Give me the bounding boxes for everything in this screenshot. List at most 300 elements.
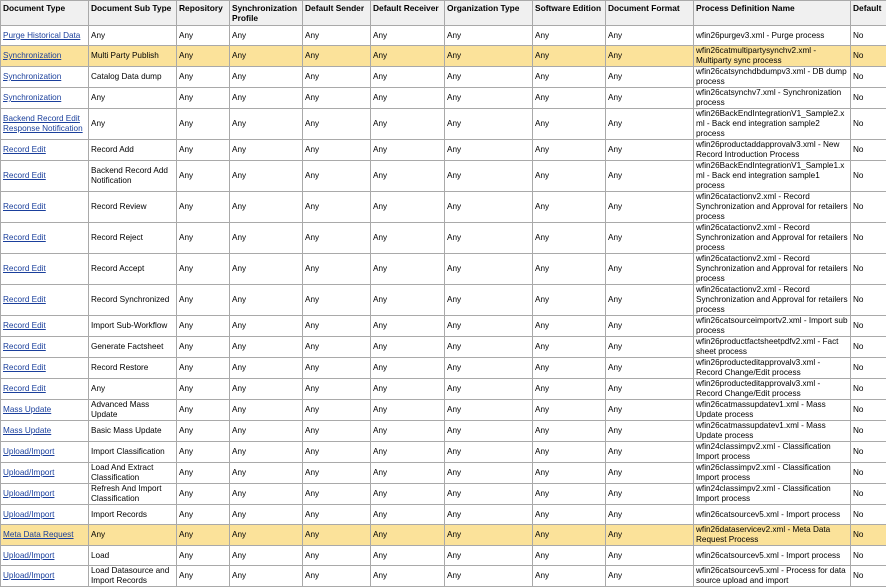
header-row xyxy=(1,1,886,26)
cell-default: No xyxy=(851,442,886,463)
cell-software-edition: Any xyxy=(533,46,606,67)
column-header-default[interactable]: Default xyxy=(851,1,886,26)
cell-synchronization-profile: Any xyxy=(230,285,303,316)
cell-default: No xyxy=(851,46,886,67)
cell-document-type xyxy=(1,421,89,442)
cell-default-sender: Any xyxy=(303,46,371,67)
cell-default-receiver: Any xyxy=(371,254,445,285)
cell-organization-type: Any xyxy=(445,546,533,566)
cell-repository: Any xyxy=(177,46,230,67)
cell-default-receiver: Any xyxy=(371,463,445,484)
cell-document-type xyxy=(1,337,89,358)
column-header-document-type[interactable]: Document Type xyxy=(1,1,89,26)
cell-default-receiver: Any xyxy=(371,525,445,546)
cell-default: No xyxy=(851,546,886,566)
cell-default-receiver: Any xyxy=(371,88,445,109)
column-header-document-sub-type[interactable]: Document Sub Type xyxy=(89,1,177,26)
cell-repository: Any xyxy=(177,67,230,88)
cell-software-edition: Any xyxy=(533,140,606,161)
cell-document-format: Any xyxy=(606,337,694,358)
cell-organization-type: Any xyxy=(445,400,533,421)
cell-default: No xyxy=(851,358,886,379)
cell-default-sender: Any xyxy=(303,484,371,505)
document-type-link[interactable]: Upload/Import xyxy=(3,489,54,498)
table-row[interactable] xyxy=(1,26,886,46)
cell-organization-type: Any xyxy=(445,46,533,67)
cell-document-type xyxy=(1,505,89,525)
cell-repository: Any xyxy=(177,192,230,223)
table-row[interactable] xyxy=(1,140,886,161)
document-type-link[interactable]: Upload/Import xyxy=(3,447,54,456)
cell-organization-type: Any xyxy=(445,525,533,546)
cell-default-receiver: Any xyxy=(371,505,445,525)
cell-default-sender: Any xyxy=(303,566,371,587)
table-row[interactable] xyxy=(1,337,886,358)
cell-document-format: Any xyxy=(606,223,694,254)
cell-document-type xyxy=(1,463,89,484)
document-type-link[interactable]: Purge Historical Data xyxy=(3,31,80,40)
cell-default-sender: Any xyxy=(303,505,371,525)
cell-default-sender: Any xyxy=(303,358,371,379)
cell-document-format: Any xyxy=(606,316,694,337)
cell-synchronization-profile: Any xyxy=(230,358,303,379)
cell-software-edition: Any xyxy=(533,285,606,316)
cell-default-receiver: Any xyxy=(371,400,445,421)
cell-default-sender: Any xyxy=(303,223,371,254)
cell-process-definition-name: wfin26catactionv2.xml - Record Synchronization and Approval for retailers process xyxy=(694,285,851,316)
cell-process-definition-name: wfin26catsourcev5.xml - Import process xyxy=(694,546,851,566)
cell-default-sender: Any xyxy=(303,192,371,223)
cell-default-sender: Any xyxy=(303,337,371,358)
cell-document-sub-type: Advanced Mass Update xyxy=(89,400,177,421)
table-row[interactable] xyxy=(1,546,886,566)
cell-default: No xyxy=(851,566,886,587)
cell-document-format: Any xyxy=(606,254,694,285)
cell-process-definition-name: wfin24classimpv2.xml - Classification Import process xyxy=(694,484,851,505)
table-row[interactable] xyxy=(1,484,886,505)
cell-document-type xyxy=(1,254,89,285)
table-row[interactable] xyxy=(1,67,886,88)
cell-software-edition: Any xyxy=(533,192,606,223)
column-header-default-receiver[interactable]: Default Receiver xyxy=(371,1,445,26)
cell-software-edition: Any xyxy=(533,316,606,337)
cell-software-edition: Any xyxy=(533,88,606,109)
cell-software-edition: Any xyxy=(533,337,606,358)
cell-default-receiver: Any xyxy=(371,67,445,88)
cell-document-sub-type: Record Reject xyxy=(89,223,177,254)
cell-default: No xyxy=(851,316,886,337)
cell-repository: Any xyxy=(177,566,230,587)
cell-default-receiver: Any xyxy=(371,421,445,442)
cell-document-format: Any xyxy=(606,46,694,67)
column-header-document-format[interactable]: Document Format xyxy=(606,1,694,26)
cell-document-sub-type: Import Classification xyxy=(89,442,177,463)
cell-synchronization-profile: Any xyxy=(230,400,303,421)
cell-default-receiver: Any xyxy=(371,316,445,337)
cell-document-format: Any xyxy=(606,463,694,484)
cell-process-definition-name: wfin26producteditapprovalv3.xml - Record Change/Edit process xyxy=(694,358,851,379)
cell-software-edition: Any xyxy=(533,400,606,421)
cell-organization-type: Any xyxy=(445,88,533,109)
cell-default-receiver: Any xyxy=(371,285,445,316)
cell-synchronization-profile: Any xyxy=(230,223,303,254)
cell-organization-type: Any xyxy=(445,192,533,223)
cell-process-definition-name: wfin26BackEndIntegrationV1_Sample2.xml - Back end integration sample2 process xyxy=(694,109,851,140)
cell-synchronization-profile: Any xyxy=(230,316,303,337)
cell-default-sender: Any xyxy=(303,67,371,88)
cell-default-sender: Any xyxy=(303,421,371,442)
cell-organization-type: Any xyxy=(445,421,533,442)
cell-process-definition-name: wfin26producteditapprovalv3.xml - Record Change/Edit process xyxy=(694,379,851,400)
cell-repository: Any xyxy=(177,379,230,400)
column-header-process-definition-name[interactable]: Process Definition Name xyxy=(694,1,851,26)
cell-document-sub-type: Record Synchronized xyxy=(89,285,177,316)
cell-default-receiver: Any xyxy=(371,358,445,379)
cell-process-definition-name: wfin26catmassupdatev1.xml - Mass Update process xyxy=(694,421,851,442)
cell-default: No xyxy=(851,26,886,46)
document-type-link[interactable]: Mass Update xyxy=(3,426,51,435)
cell-repository: Any xyxy=(177,421,230,442)
cell-document-format: Any xyxy=(606,379,694,400)
cell-process-definition-name: wfin26catsynchdbdumpv3.xml - DB dump process xyxy=(694,67,851,88)
document-type-link[interactable]: Upload/Import xyxy=(3,571,54,580)
cell-synchronization-profile: Any xyxy=(230,566,303,587)
cell-document-type xyxy=(1,358,89,379)
cell-default-receiver: Any xyxy=(371,566,445,587)
cell-default: No xyxy=(851,400,886,421)
cell-synchronization-profile: Any xyxy=(230,337,303,358)
cell-default-sender: Any xyxy=(303,140,371,161)
document-type-link[interactable]: Record Edit xyxy=(3,202,46,211)
cell-document-sub-type: Backend Record Add Notification xyxy=(89,161,177,192)
document-type-link[interactable]: Record Edit xyxy=(3,264,46,273)
cell-document-sub-type: Any xyxy=(89,379,177,400)
cell-default-receiver: Any xyxy=(371,484,445,505)
cell-software-edition: Any xyxy=(533,463,606,484)
cell-document-type xyxy=(1,379,89,400)
cell-organization-type: Any xyxy=(445,337,533,358)
cell-document-sub-type: Record Review xyxy=(89,192,177,223)
cell-document-sub-type: Load xyxy=(89,546,177,566)
cell-process-definition-name: wfin26catsourceimportv2.xml - Import sub process xyxy=(694,316,851,337)
column-header-software-edition[interactable]: Software Edition xyxy=(533,1,606,26)
document-type-link[interactable]: Upload/Import xyxy=(3,468,54,477)
cell-software-edition: Any xyxy=(533,254,606,285)
table-row[interactable] xyxy=(1,223,886,254)
cell-document-type xyxy=(1,442,89,463)
cell-document-type xyxy=(1,109,89,140)
cell-document-sub-type: Record Restore xyxy=(89,358,177,379)
cell-software-edition: Any xyxy=(533,109,606,140)
cell-repository: Any xyxy=(177,26,230,46)
cell-synchronization-profile: Any xyxy=(230,46,303,67)
cell-document-format: Any xyxy=(606,566,694,587)
cell-repository: Any xyxy=(177,254,230,285)
cell-synchronization-profile: Any xyxy=(230,88,303,109)
cell-default: No xyxy=(851,109,886,140)
cell-software-edition: Any xyxy=(533,223,606,254)
cell-synchronization-profile: Any xyxy=(230,546,303,566)
cell-synchronization-profile: Any xyxy=(230,379,303,400)
cell-default-sender: Any xyxy=(303,546,371,566)
cell-organization-type: Any xyxy=(445,161,533,192)
document-type-link[interactable]: Record Edit xyxy=(3,384,46,393)
cell-document-sub-type: Basic Mass Update xyxy=(89,421,177,442)
cell-process-definition-name: wfin26catactionv2.xml - Record Synchronization and Approval for retailers process xyxy=(694,192,851,223)
cell-software-edition: Any xyxy=(533,505,606,525)
cell-repository: Any xyxy=(177,400,230,421)
cell-process-definition-name: wfin26classimpv2.xml - Classification Import process xyxy=(694,463,851,484)
cell-default-receiver: Any xyxy=(371,379,445,400)
cell-default-sender: Any xyxy=(303,285,371,316)
cell-default-sender: Any xyxy=(303,525,371,546)
table-row[interactable] xyxy=(1,421,886,442)
cell-software-edition: Any xyxy=(533,379,606,400)
table-row[interactable] xyxy=(1,566,886,587)
cell-document-type xyxy=(1,88,89,109)
document-type-link[interactable]: Upload/Import xyxy=(3,510,54,519)
cell-default: No xyxy=(851,88,886,109)
cell-document-sub-type: Load Datasource and Import Records xyxy=(89,566,177,587)
cell-process-definition-name: wfin26productfactsheetpdfv2.xml - Fact sheet process xyxy=(694,337,851,358)
cell-document-format: Any xyxy=(606,67,694,88)
cell-repository: Any xyxy=(177,88,230,109)
cell-default: No xyxy=(851,285,886,316)
cell-document-sub-type: Load And Extract Classification xyxy=(89,463,177,484)
cell-software-edition: Any xyxy=(533,546,606,566)
table-row[interactable] xyxy=(1,400,886,421)
document-type-link[interactable]: Synchronization xyxy=(3,72,61,81)
cell-document-sub-type: Import Records xyxy=(89,505,177,525)
document-type-link[interactable]: Upload/Import xyxy=(3,551,54,560)
table-row[interactable] xyxy=(1,285,886,316)
cell-document-format: Any xyxy=(606,192,694,223)
cell-default: No xyxy=(851,337,886,358)
table-row[interactable] xyxy=(1,379,886,400)
table-row[interactable] xyxy=(1,358,886,379)
cell-synchronization-profile: Any xyxy=(230,254,303,285)
cell-document-type xyxy=(1,192,89,223)
cell-software-edition: Any xyxy=(533,421,606,442)
cell-document-format: Any xyxy=(606,109,694,140)
cell-default-sender: Any xyxy=(303,463,371,484)
cell-default-sender: Any xyxy=(303,442,371,463)
cell-document-sub-type: Generate Factsheet xyxy=(89,337,177,358)
cell-default-sender: Any xyxy=(303,400,371,421)
cell-default: No xyxy=(851,254,886,285)
table-row[interactable] xyxy=(1,192,886,223)
document-type-link[interactable]: Mass Update xyxy=(3,405,51,414)
cell-document-format: Any xyxy=(606,161,694,192)
column-header-organization-type[interactable]: Organization Type xyxy=(445,1,533,26)
cell-repository: Any xyxy=(177,505,230,525)
cell-organization-type: Any xyxy=(445,463,533,484)
cell-process-definition-name: wfin26catmultipartysynchv2.xml - Multiparty sync process xyxy=(694,46,851,67)
cell-organization-type: Any xyxy=(445,223,533,254)
cell-default: No xyxy=(851,379,886,400)
cell-repository: Any xyxy=(177,525,230,546)
column-header-repository[interactable]: Repository xyxy=(177,1,230,26)
table-row[interactable] xyxy=(1,161,886,192)
cell-document-type xyxy=(1,223,89,254)
cell-process-definition-name: wfin26catactionv2.xml - Record Synchronization and Approval for retailers process xyxy=(694,223,851,254)
cell-document-sub-type: Record Add xyxy=(89,140,177,161)
cell-default: No xyxy=(851,421,886,442)
cell-repository: Any xyxy=(177,337,230,358)
cell-repository: Any xyxy=(177,109,230,140)
table-row[interactable] xyxy=(1,316,886,337)
cell-document-sub-type: Any xyxy=(89,26,177,46)
cell-document-format: Any xyxy=(606,140,694,161)
cell-repository: Any xyxy=(177,442,230,463)
cell-document-format: Any xyxy=(606,525,694,546)
cell-default-sender: Any xyxy=(303,26,371,46)
cell-document-format: Any xyxy=(606,546,694,566)
cell-document-type xyxy=(1,26,89,46)
document-type-link[interactable]: Record Edit xyxy=(3,295,46,304)
cell-default: No xyxy=(851,140,886,161)
document-type-link[interactable]: Meta Data Request xyxy=(3,530,74,539)
cell-repository: Any xyxy=(177,140,230,161)
cell-process-definition-name: wfin26productaddapprovalv3.xml - New Record Introduction Process xyxy=(694,140,851,161)
cell-organization-type: Any xyxy=(445,254,533,285)
cell-software-edition: Any xyxy=(533,442,606,463)
document-type-link[interactable]: Synchronization xyxy=(3,93,61,102)
cell-default-receiver: Any xyxy=(371,442,445,463)
cell-repository: Any xyxy=(177,463,230,484)
cell-default: No xyxy=(851,67,886,88)
table-row[interactable] xyxy=(1,46,886,67)
cell-organization-type: Any xyxy=(445,379,533,400)
document-type-link[interactable]: Record Edit xyxy=(3,171,46,180)
cell-organization-type: Any xyxy=(445,67,533,88)
cell-default-sender: Any xyxy=(303,254,371,285)
cell-document-type xyxy=(1,46,89,67)
cell-process-definition-name: wfin24classimpv2.xml - Classification Import process xyxy=(694,442,851,463)
cell-repository: Any xyxy=(177,484,230,505)
cell-document-format: Any xyxy=(606,421,694,442)
cell-default-receiver: Any xyxy=(371,46,445,67)
cell-process-definition-name: wfin26catsynchv7.xml - Synchronization process xyxy=(694,88,851,109)
cell-process-definition-name: wfin26catsourcev5.xml - Process for data source upload and import xyxy=(694,566,851,587)
cell-software-edition: Any xyxy=(533,67,606,88)
cell-synchronization-profile: Any xyxy=(230,67,303,88)
document-type-link[interactable]: Synchronization xyxy=(3,51,61,60)
table-row[interactable] xyxy=(1,88,886,109)
cell-synchronization-profile: Any xyxy=(230,140,303,161)
cell-document-type xyxy=(1,316,89,337)
column-header-default-sender[interactable]: Default Sender xyxy=(303,1,371,26)
cell-organization-type: Any xyxy=(445,26,533,46)
cell-repository: Any xyxy=(177,161,230,192)
table-row[interactable] xyxy=(1,442,886,463)
cell-document-sub-type: Import Sub-Workflow xyxy=(89,316,177,337)
cell-organization-type: Any xyxy=(445,566,533,587)
table-row[interactable] xyxy=(1,505,886,525)
cell-document-type xyxy=(1,546,89,566)
cell-organization-type: Any xyxy=(445,316,533,337)
cell-document-format: Any xyxy=(606,358,694,379)
cell-software-edition: Any xyxy=(533,26,606,46)
cell-organization-type: Any xyxy=(445,109,533,140)
cell-document-sub-type: Catalog Data dump xyxy=(89,67,177,88)
cell-repository: Any xyxy=(177,223,230,254)
table-row[interactable] xyxy=(1,463,886,484)
cell-default-receiver: Any xyxy=(371,26,445,46)
cell-default-receiver: Any xyxy=(371,223,445,254)
cell-synchronization-profile: Any xyxy=(230,421,303,442)
cell-default-sender: Any xyxy=(303,109,371,140)
cell-document-format: Any xyxy=(606,88,694,109)
document-type-link[interactable]: Record Edit xyxy=(3,145,46,154)
cell-synchronization-profile: Any xyxy=(230,484,303,505)
cell-process-definition-name: wfin26catactionv2.xml - Record Synchronization and Approval for retailers process xyxy=(694,254,851,285)
document-type-link[interactable]: Record Edit xyxy=(3,321,46,330)
document-type-link[interactable]: Record Edit xyxy=(3,233,46,242)
cell-default-sender: Any xyxy=(303,88,371,109)
cell-document-type xyxy=(1,525,89,546)
cell-default-receiver: Any xyxy=(371,161,445,192)
cell-organization-type: Any xyxy=(445,358,533,379)
cell-software-edition: Any xyxy=(533,484,606,505)
cell-default-sender: Any xyxy=(303,161,371,192)
cell-repository: Any xyxy=(177,285,230,316)
cell-document-format: Any xyxy=(606,285,694,316)
cell-synchronization-profile: Any xyxy=(230,505,303,525)
cell-default-receiver: Any xyxy=(371,140,445,161)
cell-document-type xyxy=(1,161,89,192)
cell-organization-type: Any xyxy=(445,505,533,525)
cell-organization-type: Any xyxy=(445,140,533,161)
column-header-synchronization-profile[interactable]: Synchronization Profile xyxy=(230,1,303,26)
cell-software-edition: Any xyxy=(533,358,606,379)
cell-default-sender: Any xyxy=(303,316,371,337)
table-row[interactable] xyxy=(1,525,886,546)
cell-process-definition-name: wfin26catmassupdatev1.xml - Mass Update process xyxy=(694,400,851,421)
table-row[interactable] xyxy=(1,254,886,285)
cell-default: No xyxy=(851,192,886,223)
document-type-link[interactable]: Record Edit xyxy=(3,342,46,351)
cell-document-format: Any xyxy=(606,484,694,505)
cell-synchronization-profile: Any xyxy=(230,525,303,546)
cell-repository: Any xyxy=(177,316,230,337)
cell-default: No xyxy=(851,505,886,525)
cell-process-definition-name: wfin26purgev3.xml - Purge process xyxy=(694,26,851,46)
cell-default: No xyxy=(851,463,886,484)
cell-document-type xyxy=(1,67,89,88)
document-type-link[interactable]: Backend Record Edit Response Notification xyxy=(3,114,83,133)
table-row[interactable] xyxy=(1,109,886,140)
cell-document-format: Any xyxy=(606,400,694,421)
cell-organization-type: Any xyxy=(445,285,533,316)
cell-document-sub-type: Multi Party Publish xyxy=(89,46,177,67)
cell-organization-type: Any xyxy=(445,442,533,463)
cell-document-type xyxy=(1,484,89,505)
table-body xyxy=(1,26,886,587)
cell-software-edition: Any xyxy=(533,525,606,546)
cell-document-format: Any xyxy=(606,442,694,463)
document-type-link[interactable]: Record Edit xyxy=(3,363,46,372)
cell-synchronization-profile: Any xyxy=(230,192,303,223)
cell-default-sender: Any xyxy=(303,379,371,400)
cell-default-receiver: Any xyxy=(371,192,445,223)
cell-software-edition: Any xyxy=(533,566,606,587)
cell-document-sub-type: Any xyxy=(89,109,177,140)
cell-process-definition-name: wfin26BackEndIntegrationV1_Sample1.xml - Back end integration sample1 process xyxy=(694,161,851,192)
cell-software-edition: Any xyxy=(533,161,606,192)
cell-synchronization-profile: Any xyxy=(230,161,303,192)
cell-default: No xyxy=(851,525,886,546)
